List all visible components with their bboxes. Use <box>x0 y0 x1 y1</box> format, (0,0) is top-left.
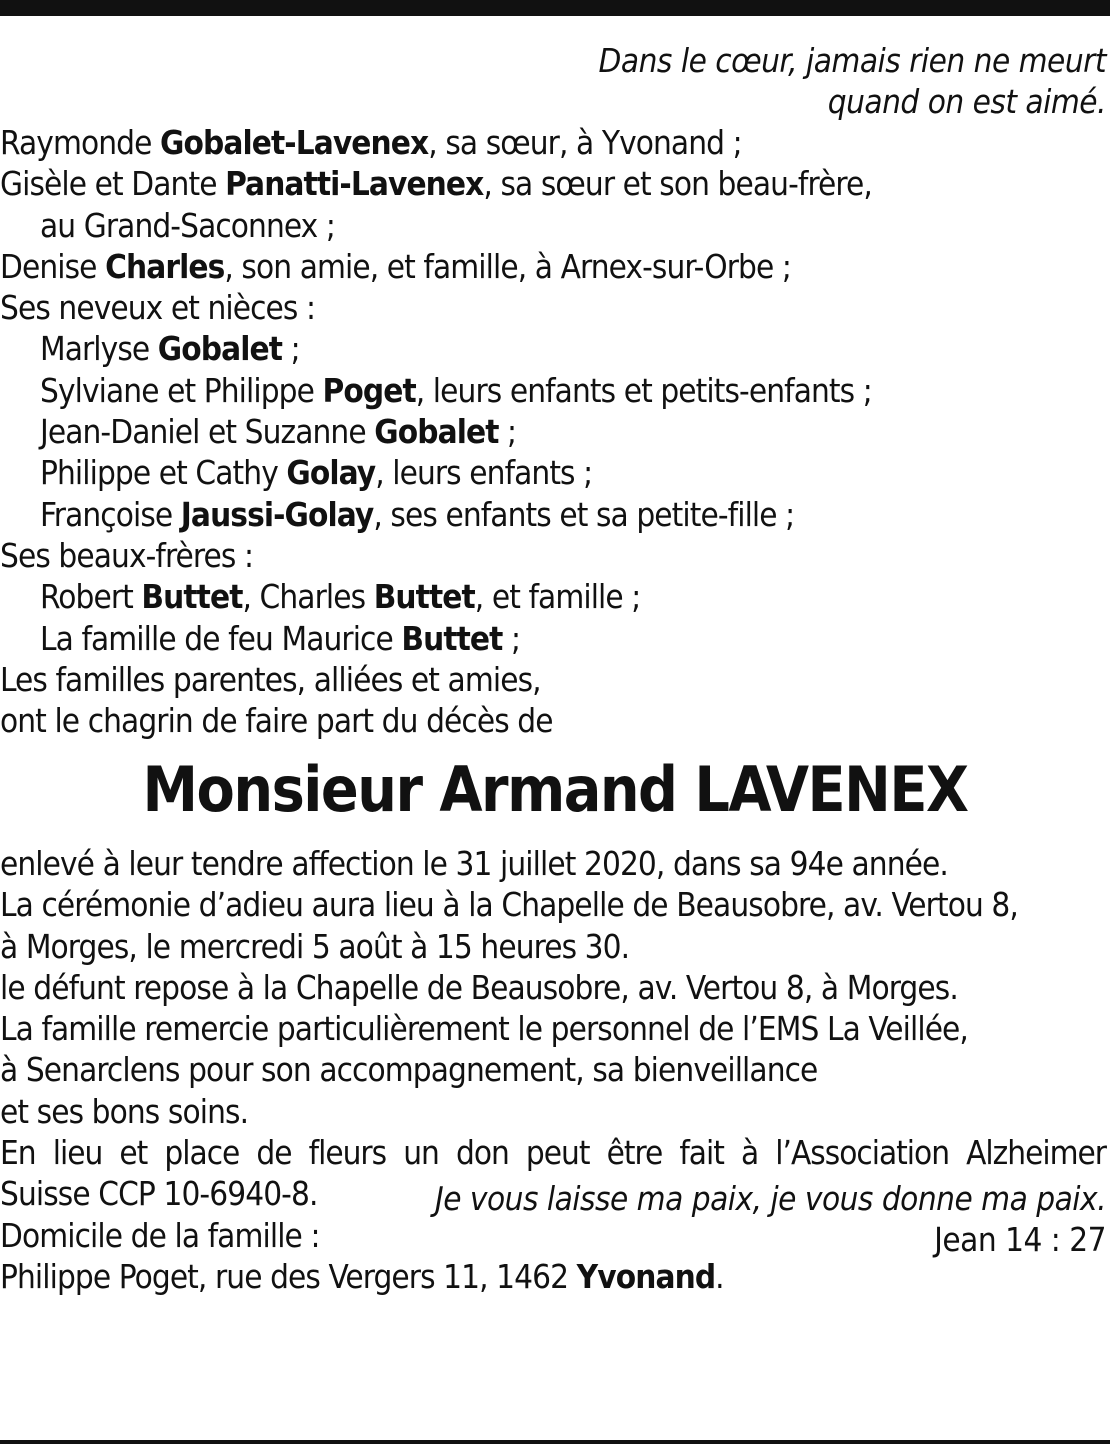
family-surname: Buttet <box>401 618 503 658</box>
family-surname: Panatti-Lavenex <box>225 164 484 204</box>
details-line: La famille remercie particulièrement le personnel de l’EMS La Veillée, <box>0 1009 968 1049</box>
family-line: au Grand-Saconnex ; <box>40 205 335 245</box>
family-surname: Buttet <box>373 577 475 617</box>
family-line: Philippe et Cathy Golay, leurs enfants ; <box>40 453 593 493</box>
family-line: Françoise Jaussi-Golay, ses enfants et sa petite-fille ; <box>40 494 795 534</box>
family-line: Denise Charles, son amie, et famille, à Arnex-sur-Orbe ; <box>0 246 792 286</box>
family-surname: Jaussi-Golay <box>180 494 374 534</box>
details-line: le défunt repose à la Chapelle de Beausobre, av. Vertou 8, à Morges. <box>0 967 958 1007</box>
family-line: La famille de feu Maurice Buttet ; <box>40 618 521 658</box>
details-line: Philippe Poget, rue des Vergers 11, 1462 Yvonand. <box>0 1256 724 1296</box>
family-surname: Gobalet <box>157 329 283 369</box>
details-line: enlevé à leur tendre affection le 31 juillet 2020, dans sa 94e année. <box>0 844 948 883</box>
closing-quote <box>435 1178 1106 1260</box>
details-line: En lieu et place de fleurs un don peut être fait à l’Association Alzheimer <box>0 1133 1106 1173</box>
details-line: à Senarclens pour son accompagnement, sa bienveillance <box>0 1050 818 1090</box>
top-rule <box>0 0 1110 16</box>
family-surname: Buttet <box>141 577 243 617</box>
family-line: ont le chagrin de faire part du décès de <box>0 701 553 741</box>
details-line: Domicile de la famille : <box>0 1215 320 1255</box>
family-line: Raymonde Gobalet-Lavenex, sa sœur, à Yvonand ; <box>0 123 742 162</box>
details-line: et ses bons soins. <box>0 1091 249 1131</box>
deceased-name: Monsieur Armand LAVENEX <box>142 753 968 826</box>
family-heading-brothers-in-law: Ses beaux-frères : <box>0 535 254 575</box>
family-line: Marlyse Gobalet ; <box>40 329 300 369</box>
family-surname: Gobalet <box>374 412 499 452</box>
family-line: Robert Buttet, Charles Buttet, et famille ; <box>40 577 641 617</box>
details-line: La cérémonie d’adieu aura lieu à la Chapelle de Beausobre, av. Vertou 8, <box>0 885 1018 925</box>
family-surname: Golay <box>286 453 376 493</box>
closing-quote-reference: Jean 14 : 27 <box>934 1220 1106 1259</box>
family-line: Les familles parentes, alliées et amies, <box>0 659 541 699</box>
family-surname: Poget <box>322 370 416 410</box>
details-line: à Morges, le mercredi 5 août à 15 heures 30. <box>0 926 630 966</box>
family-line: Jean-Daniel et Suzanne Gobalet ; <box>40 412 517 452</box>
family-line: Sylviane et Philippe Poget, leurs enfants et petits-enfants ; <box>40 370 872 410</box>
details-line: Suisse CCP 10-6940-8. <box>0 1174 318 1214</box>
family-surname: Gobalet-Lavenex <box>160 123 429 162</box>
family-surname: Charles <box>105 246 225 286</box>
opening-quote <box>599 40 1106 122</box>
family-town: Yvonand <box>576 1256 716 1296</box>
family-list <box>0 122 1106 741</box>
opening-quote-line-2: quand on est aimé. <box>827 82 1106 121</box>
bottom-rule <box>0 1440 1110 1444</box>
opening-quote-line-1: Dans le cœur, jamais rien ne meurt <box>598 41 1106 80</box>
closing-quote-line: Je vous laisse ma paix, je vous donne ma paix. <box>434 1179 1106 1218</box>
family-line: Gisèle et Dante Panatti-Lavenex, sa sœur et son beau-frère, <box>0 164 872 204</box>
family-heading-nephews: Ses neveux et nièces : <box>0 288 316 328</box>
